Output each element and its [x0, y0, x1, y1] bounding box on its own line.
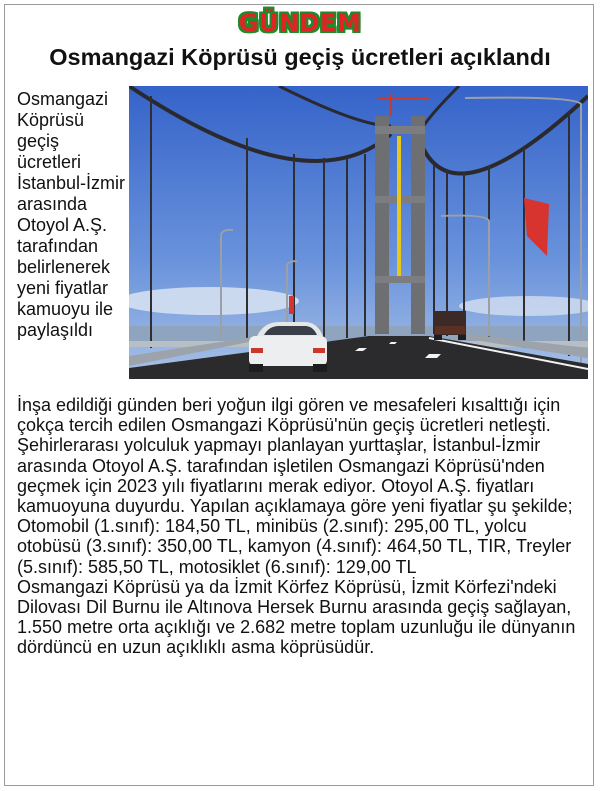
section-label: GÜNDEM [238, 9, 362, 37]
article-body [17, 395, 587, 658]
headline: Osmangazi Köprüsü geçiş ücretleri açıklandı [49, 44, 551, 70]
bridge-photo [129, 86, 588, 379]
lead-text: Osmangazi Köprüsü geçiş ücretleri İstanbul-İzmir arasında Otoyol A.Ş. tarafından belirlenerek yeni fiyatlar kamuoyu ile paylaşıldı [17, 89, 126, 340]
paragraph: İnşa edildiği günden beri yoğun ilgi gören ve mesafeleri kısalttığı için çokça tercih edilen Osmangazi Köprüsü'nün geçiş ücretleri netleşti. Şehirlerarası yolculuk yapmayı planlayan yurttaşlar, İstanbul-İzmir arasında Otoyol A.Ş. tarafından işletilen Osmangazi Köprüsü'nden geçmek için 2023 yılı fiyatlarını merak ediyor. Otoyol A.Ş. fiyatları kamuoyuna duyurdu. Yapılan açıklamaya göre yeni fiyatlar şu şekilde; Otomobil (1.sınıf): 184,50 TL, minibüs (2.sınıf): 295,00 TL, yolcu otobüsü (3.sınıf): 350,00 TL, kamyon (4.sınıf): 464,50 TL, TIR, Treyler (5.sınıf): 585,50 TL, motosiklet (6.sınıf): 129,00 TL [17, 395, 573, 577]
paragraph: Osmangazi Köprüsü ya da İzmit Körfez Köprüsü, İzmit Körfezi'ndeki Dilovası Dil Burnu ile Altınova Hersek Burnu arasında geçiş sağlayan, 1.550 metre orta açıklığı ve 2.682 metre toplam uzunluğu ile dünyanın dördüncü en uzun açıklıklı asma köprüsüdür. [17, 576, 576, 658]
